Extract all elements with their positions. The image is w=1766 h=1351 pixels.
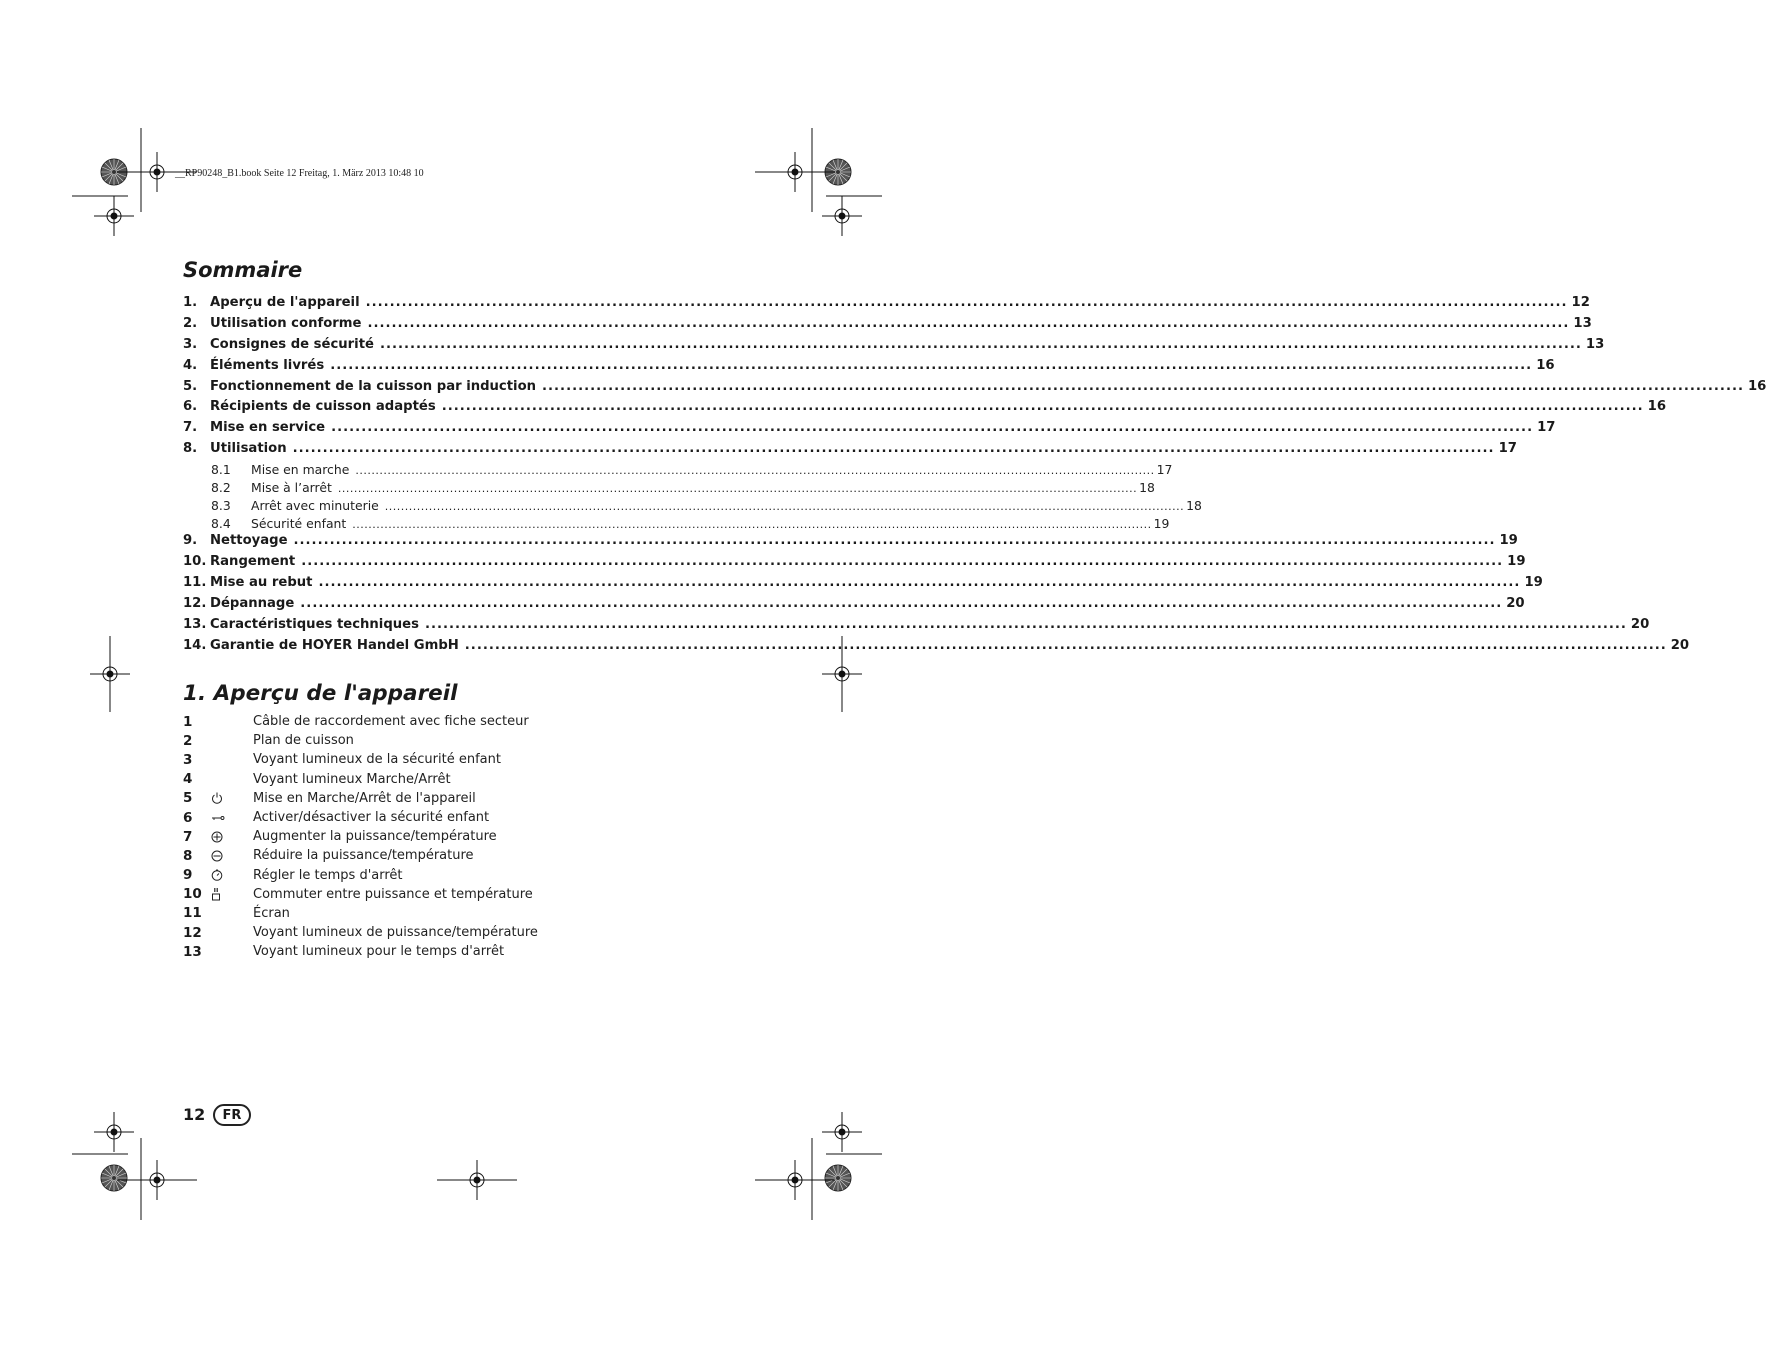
toc-label: Rangement — [210, 554, 296, 570]
toc-page: 16 — [1647, 399, 1667, 415]
toc-page: 20 — [1630, 616, 1650, 632]
part-label: Régler le temps d'arrêt — [253, 867, 403, 883]
part-label: Voyant lumineux Marche/Arrêt — [253, 771, 451, 787]
parts-list — [183, 712, 603, 961]
toc-label: Mise au rebut — [210, 575, 313, 591]
part-label: Voyant lumineux de la sécurité enfant — [253, 752, 501, 768]
toc-dot-leader: ........................................................................................................................................................................................................ — [330, 357, 1533, 373]
part-label: Écran — [253, 905, 290, 921]
part-item — [183, 923, 603, 942]
toc-number: 14. — [183, 637, 207, 653]
toc-label: Utilisation conforme — [210, 315, 362, 331]
toc-page: 19 — [1524, 575, 1543, 591]
toc-dot-leader: ........................................................................................................................................................................................................ — [352, 517, 1152, 531]
toc-number: 8.1 — [211, 462, 231, 478]
part-number: 3 — [183, 751, 193, 768]
part-item — [183, 731, 603, 750]
part-label: Voyant lumineux de puissance/température — [253, 925, 538, 941]
toc-page: 12 — [1571, 295, 1590, 310]
part-number: 5 — [183, 790, 193, 807]
toc-label: Consignes de sécurité — [210, 336, 374, 352]
toc-entry[interactable] — [183, 575, 1543, 596]
toc-entry[interactable] — [183, 637, 1690, 659]
part-item — [183, 770, 603, 789]
toc-label: Aperçu de l'appareil — [210, 295, 360, 310]
toc-subentry[interactable] — [183, 479, 1155, 498]
toc-dot-leader: ........................................................................................................................................................................................................ — [542, 378, 1744, 394]
toc-label: Fonctionnement de la cuisson par induction — [210, 378, 537, 394]
toc-number: 13. — [183, 616, 207, 632]
toc-number: 9. — [183, 533, 198, 549]
power-icon — [209, 792, 253, 804]
part-item — [183, 942, 603, 961]
toc-dot-leader: ........................................................................................................................................................................................................ — [355, 464, 1155, 478]
toc-number: 5. — [183, 378, 198, 394]
part-item — [183, 808, 603, 827]
part-item — [183, 789, 603, 808]
toc-entry[interactable] — [183, 357, 1555, 379]
toc-entry[interactable] — [183, 336, 1605, 358]
part-item — [183, 750, 603, 769]
key-icon — [209, 813, 253, 823]
toc-page: 18 — [1139, 479, 1155, 495]
overview-title: 1. Aperçu de l'appareil — [183, 681, 458, 706]
part-number: 9 — [183, 867, 193, 884]
toc-number: 10. — [183, 554, 207, 570]
part-label: Voyant lumineux pour le temps d'arrêt — [253, 944, 505, 960]
minus-circle-icon — [209, 850, 253, 862]
part-item — [183, 885, 603, 904]
part-item — [183, 827, 603, 846]
toc-label: Dépannage — [210, 595, 295, 611]
table-of-contents — [183, 295, 1766, 659]
toc-number: 8.2 — [211, 479, 231, 495]
toc-page: 16 — [1747, 378, 1766, 394]
toc-page: 17 — [1537, 420, 1556, 436]
toc-dot-leader: ........................................................................................................................................................................................................ — [331, 420, 1534, 436]
toc-number: 8. — [183, 441, 198, 457]
toc-dot-leader: ........................................................................................................................................................................................................ — [365, 295, 1568, 310]
toc-dot-leader: ........................................................................................................................................................................................................ — [379, 336, 1582, 352]
toc-subentry[interactable] — [183, 497, 1202, 516]
toc-subentry[interactable] — [183, 462, 1173, 480]
toc-number: 3. — [183, 336, 198, 352]
toc-dot-leader: ........................................................................................................................................................................................................ — [301, 554, 1504, 570]
toc-dot-leader: ........................................................................................................................................................................................................ — [300, 595, 1503, 611]
toc-entry[interactable] — [183, 616, 1650, 638]
toc-number: 7. — [183, 420, 198, 436]
part-number: 10 — [183, 886, 202, 903]
part-label: Activer/désactiver la sécurité enfant — [253, 810, 490, 826]
toc-page: 16 — [1536, 357, 1555, 373]
part-number: 7 — [183, 828, 193, 845]
toc-page: 17 — [1156, 462, 1173, 478]
part-number: 12 — [183, 924, 202, 941]
toc-dot-leader: ........................................................................................................................................................................................................ — [293, 533, 1496, 549]
toc-page: 13 — [1585, 336, 1605, 352]
toc-number: 2. — [183, 315, 198, 331]
part-item — [183, 846, 603, 865]
toc-label: Arrêt avec minuterie — [251, 497, 379, 513]
print-header-info: __RP90248_B1.book Seite 12 Freitag, 1. März 2013 10:48 10 — [175, 168, 424, 179]
part-item — [183, 904, 603, 923]
toc-dot-leader: ........................................................................................................................................................................................................ — [367, 315, 1570, 331]
toc-number: 6. — [183, 399, 198, 415]
part-item — [183, 712, 603, 731]
toc-entry[interactable] — [183, 533, 1518, 554]
toc-number: 8.3 — [211, 497, 231, 513]
page-number: 12 — [183, 1105, 206, 1124]
toc-page: 20 — [1670, 637, 1690, 653]
toc-dot-leader: ........................................................................................................................................................................................................ — [318, 575, 1521, 591]
part-number: 1 — [183, 713, 193, 730]
toc-dot-leader: ........................................................................................................................................................................................................ — [441, 399, 1644, 415]
toc-number: 12. — [183, 595, 207, 611]
toc-entry[interactable] — [183, 420, 1556, 441]
toc-number: 8.4 — [211, 515, 231, 531]
part-label: Mise en Marche/Arrêt de l'appareil — [253, 790, 476, 806]
toc-label: Mise à l’arrêt — [251, 479, 332, 495]
toc-label: Mise en marche — [251, 462, 350, 478]
part-number: 2 — [183, 732, 193, 749]
part-number: 4 — [183, 771, 193, 788]
toc-label: Récipients de cuisson adaptés — [210, 399, 436, 415]
toc-label: Caractéristiques techniques — [210, 616, 419, 632]
toc-label: Garantie de HOYER Handel GmbH — [210, 637, 459, 653]
plus-circle-icon — [209, 831, 253, 843]
part-label: Plan de cuisson — [253, 733, 354, 749]
toc-entry[interactable] — [183, 399, 1667, 420]
toc-dot-leader: ........................................................................................................................................................................................................ — [424, 616, 1627, 632]
part-label: Commuter entre puissance et température — [253, 886, 533, 902]
toc-entry[interactable] — [183, 378, 1766, 400]
toc-entry[interactable] — [183, 595, 1525, 617]
toc-page: 20 — [1506, 595, 1525, 611]
toc-dot-leader: ........................................................................................................................................................................................................ — [464, 637, 1667, 653]
toc-number: 4. — [183, 357, 198, 373]
part-number: 13 — [183, 943, 202, 960]
toc-dot-leader: ........................................................................................................................................................................................................ — [384, 499, 1185, 513]
toc-page: 13 — [1573, 315, 1592, 331]
toc-page: 19 — [1499, 533, 1518, 549]
toc-page: 17 — [1498, 441, 1517, 457]
part-label: Réduire la puissance/température — [253, 848, 474, 864]
toc-number: 11. — [183, 575, 207, 591]
part-number: 8 — [183, 847, 193, 864]
sommaire-title: Sommaire — [183, 258, 303, 282]
toc-entry[interactable] — [183, 315, 1592, 337]
toc-page: 19 — [1153, 515, 1170, 531]
toc-entry[interactable] — [183, 441, 1517, 462]
part-number: 6 — [183, 809, 193, 826]
toc-label: Mise en service — [210, 420, 326, 436]
toc-page: 18 — [1186, 497, 1202, 513]
toc-dot-leader: ........................................................................................................................................................................................................ — [337, 481, 1138, 495]
function-icon — [209, 887, 253, 901]
toc-label: Éléments livrés — [210, 357, 325, 373]
toc-subentry[interactable] — [183, 515, 1170, 534]
toc-label: Nettoyage — [210, 533, 288, 549]
toc-page: 19 — [1507, 554, 1526, 570]
part-label: Augmenter la puissance/température — [253, 829, 497, 845]
toc-label: Sécurité enfant — [251, 515, 347, 531]
toc-entry[interactable] — [183, 295, 1590, 316]
toc-dot-leader: ........................................................................................................................................................................................................ — [292, 441, 1495, 457]
part-number: 11 — [183, 905, 202, 922]
toc-entry[interactable] — [183, 554, 1526, 575]
timer-icon — [209, 869, 253, 881]
toc-number: 1. — [183, 295, 198, 310]
part-item — [183, 866, 603, 885]
language-badge: FR — [213, 1104, 251, 1126]
toc-label: Utilisation — [210, 441, 287, 457]
part-label: Câble de raccordement avec fiche secteur — [253, 714, 529, 730]
